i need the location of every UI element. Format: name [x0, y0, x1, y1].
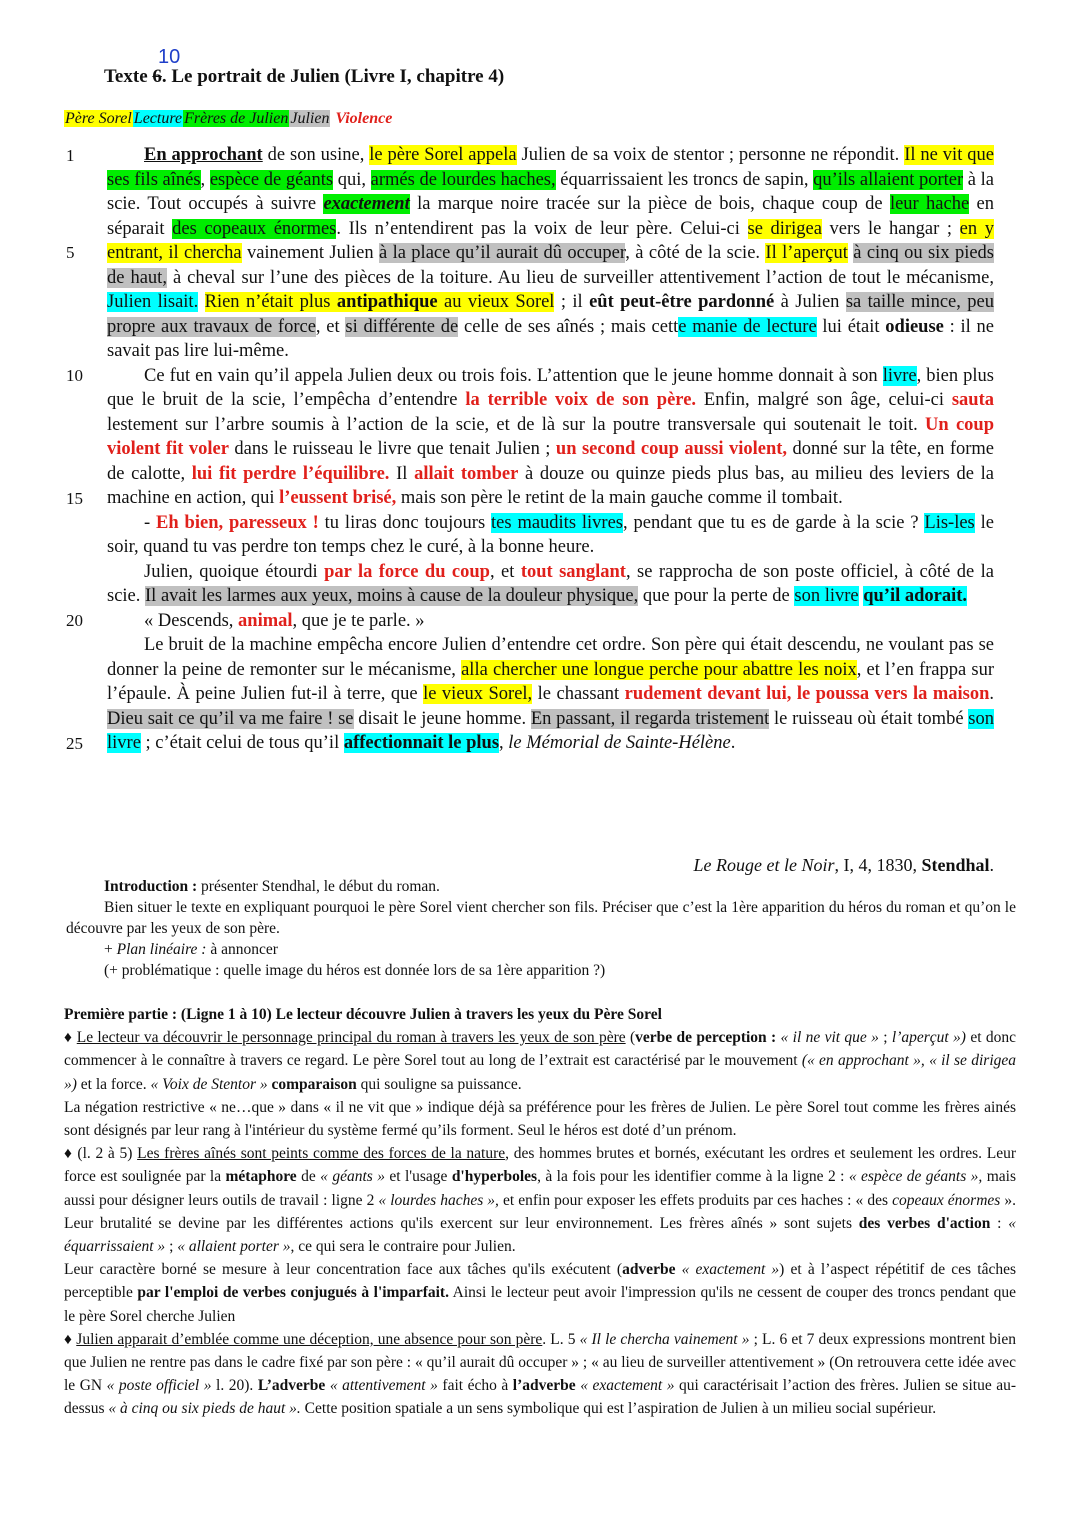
analysis-point: ♦ Julien apparait d’emblée comme une déception, une absence pour son père. L. 5 « Il le chercha vainement » ; L. 6 et 7 deux expressions montrent bien que Julien ne rentre pas dans le cadre fixé par son père : « qu’il aurait dû occuper » ; « au lieu de surveiller attentivement » (On retrouvera cette idée avec le GN « poste officiel » l. 20). L’adverbe « attentivement » fait écho à l’adverbe « exactement » qui caractérisait l’action des frères. Julien se situe au-dessus « à cinq ou six pieds de haut ». Cette position spatiale a un sens symbolique qui est l’aspiration de Julien à un milieu social supérieur. — [64, 1330, 1017, 1418]
page-title: Texte 6. Le portrait de Julien (Livre I, chapitre 4) — [104, 66, 505, 87]
paragraph: - Eh bien, paresseux ! tu liras donc toujours tes maudits livres, pendant que tu es de garde à la scie ? Lis-les le soir, quand tu vas perdre ton temps chez le curé, à la bonne heure. — [107, 512, 994, 557]
analysis-point: ♦ (l. 2 à 5) Les frères aînés sont peints comme des forces de la nature, des hommes brutes et bornés, exécutant les ordres et seulement les ordres. Leur force est soulignée par la métaphore de « géants » et l'usage d'hyperboles, à la fois pour les identifier comme à la ligne 2 : « espèce de géants », mais aussi pour désigner leurs outils de travail : ligne 2 « lourdes haches », et enfin pour exposer les effets produits par ces haches : « des copeaux énormes ». Leur brutalité se devine par les différentes actions qu'ils exercent sur leur environnement. Les frères aînés » sont sujets des verbes d'action : « équarrissaient » ; « allaient porter », ce qui sera le contraire pour Julien. — [64, 1145, 1017, 1256]
line-number: 10 — [66, 366, 83, 385]
analysis-section — [64, 1003, 1016, 1421]
line-number: 5 — [66, 243, 75, 262]
analysis-point: Leur caractère borné se mesure à leur concentration face aux tâches qu'ils exécutent (adverbe « exactement ») et à l’aspect répétitif de ces tâches perceptible par l'emploi de verbes conjugués à l'imparfait. Ainsi le lecteur peut avoir l'impression qu'ils ne cessent de couper des troncs pendant que le père Sorel cherche Julien — [64, 1261, 1016, 1325]
legend-violence: Violence — [335, 110, 393, 127]
paragraph: Julien, quoique étourdi par la force du coup, et tout sanglant, se rapprocha de son poste officiel, à côté de la scie. Il avait les larmes aux yeux, moins à cause de la douleur physique, que pour la perte de son livre qu’il adorait. — [107, 561, 994, 606]
line-number: 15 — [66, 489, 83, 508]
legend-lecture: Lecture — [133, 110, 183, 127]
literary-passage — [107, 143, 994, 756]
introduction-notes: Introduction : présenter Stendhal, le début du roman. Bien situer le texte en expliquant pourquoi le père Sorel vient chercher son fils. Préciser que c’est la 1ère apparition du héros du roman et qu’on le découvre par les yeux de son père. + Plan linéaire : à annoncer (+ problématique : quelle image du héros est donnée lors de sa 1ère apparition ?) — [66, 878, 1016, 979]
paragraph: « Descends, animal, que je te parle. » — [144, 610, 425, 631]
page-number: 10 — [158, 46, 181, 68]
paragraph: En approchant de son usine, le père Sorel appela Julien de sa voix de stentor ; personne ne répondit. Il ne vit que ses fils aînés, espèce de géants qui, armés de lourdes haches, équarrissaient les troncs de sapin, qu’ils allaient porter à la scie. Tout occupés à suivre exactement la marque noire tracée sur la pièce de bois, chaque coup de leur hache en séparait des copeaux énormes. Ils n’entendirent pas la voix de leur père. Celui-ci se dirigea vers le hangar ; en y entrant, il chercha vainement Julien à la place qu’il aurait dû occuper, à côté de la scie. Il l’aperçut à cinq ou six pieds de haut, à cheval sur l’une des pièces de la toiture. Au lieu de surveiller attentivement l’action de tout le mécanisme, Julien lisait. Rien n’était plus antipathique au vieux Sorel ; il eût peut-être pardonné à Julien sa taille mince, peu propre aux travaux de force, et si différente de celle de ses aînés ; mais cette manie de lecture lui était odieuse : il ne savait pas lire lui-même. — [107, 145, 995, 361]
paragraph: Ce fut en vain qu’il appela Julien deux ou trois fois. L’attention que le jeune homme donnait à son livre, bien plus que le bruit de la scie, l’empêcha d’entendre la terrible voix de son père. Enfin, malgré son âge, celui-ci sauta lestement sur l’arbre soumis à l’action de la scie, et de là sur la poutre transversale qui soutenait le toit. Un coup violent fit voler dans le ruisseau le livre que tenait Julien ; un second coup aussi violent, donné sur la tête, en forme de calotte, lui fit perdre l’équilibre. Il allait tomber à douze ou quinze pieds plus bas, au milieu des leviers de la machine en action, qui l’eussent brisé, mais son père le retint de la main gauche comme il tombait. — [107, 365, 995, 508]
line-number: 25 — [66, 734, 83, 753]
legend-pere-sorel: Père Sorel — [65, 110, 132, 127]
struck-number: 6 — [152, 66, 162, 87]
analysis-point: ♦ Le lecteur va découvrir le personnage principal du roman à travers les yeux de son père (verbe de perception : « il ne vit que » ; l’aperçut ») et donc commencer à le connaître à travers ce regard. Le père Sorel tout au long de l’extrait est caractérisé par le mouvement (« en approchant », « il se dirigea ») et la force. « Voix de Stentor » comparaison qui souligne sa puissance. — [64, 1029, 1016, 1093]
line-number: 20 — [66, 611, 83, 630]
paragraph: Le bruit de la machine empêcha encore Julien d’entendre cet ordre. Son père qui était descendu, ne voulant pas se donner la peine de remonter sur le mécanisme, alla chercher une longue perche pour abattre les noix, et l’en frappa sur l’épaule. À peine Julien fut-il à terre, que le vieux Sorel, le chassant rudement devant lui, le poussa vers la maison. Dieu sait ce qu’il va me faire ! se disait le jeune homme. En passant, il regarda tristement le ruisseau où était tombé son livre ; c’était celui de tous qu’il affectionnait le plus, le Mémorial de Sainte-Hélène. — [107, 635, 994, 753]
legend-julien: Julien — [290, 110, 330, 127]
source-citation: Le Rouge et le Noir, I, 4, 1830, Stendhal. — [693, 855, 994, 875]
line-number: 1 — [66, 146, 75, 165]
legend-freres: Frères de Julien — [184, 110, 289, 127]
analysis-point: La négation restrictive « ne…que » dans « il ne vit que » indique déjà sa préférence pour les frères de Julien. Le père Sorel tout comme les frères ainés sont désignés par leur rang à l'intérieur du système fermé qu’ils forment. Seul le héros est doté d’un prénom. — [64, 1098, 1016, 1140]
color-legend — [64, 110, 393, 128]
section-heading: Première partie : (Ligne 1 à 10) Le lecteur découvre Julien à travers les yeux du Père Sorel — [64, 1006, 662, 1023]
